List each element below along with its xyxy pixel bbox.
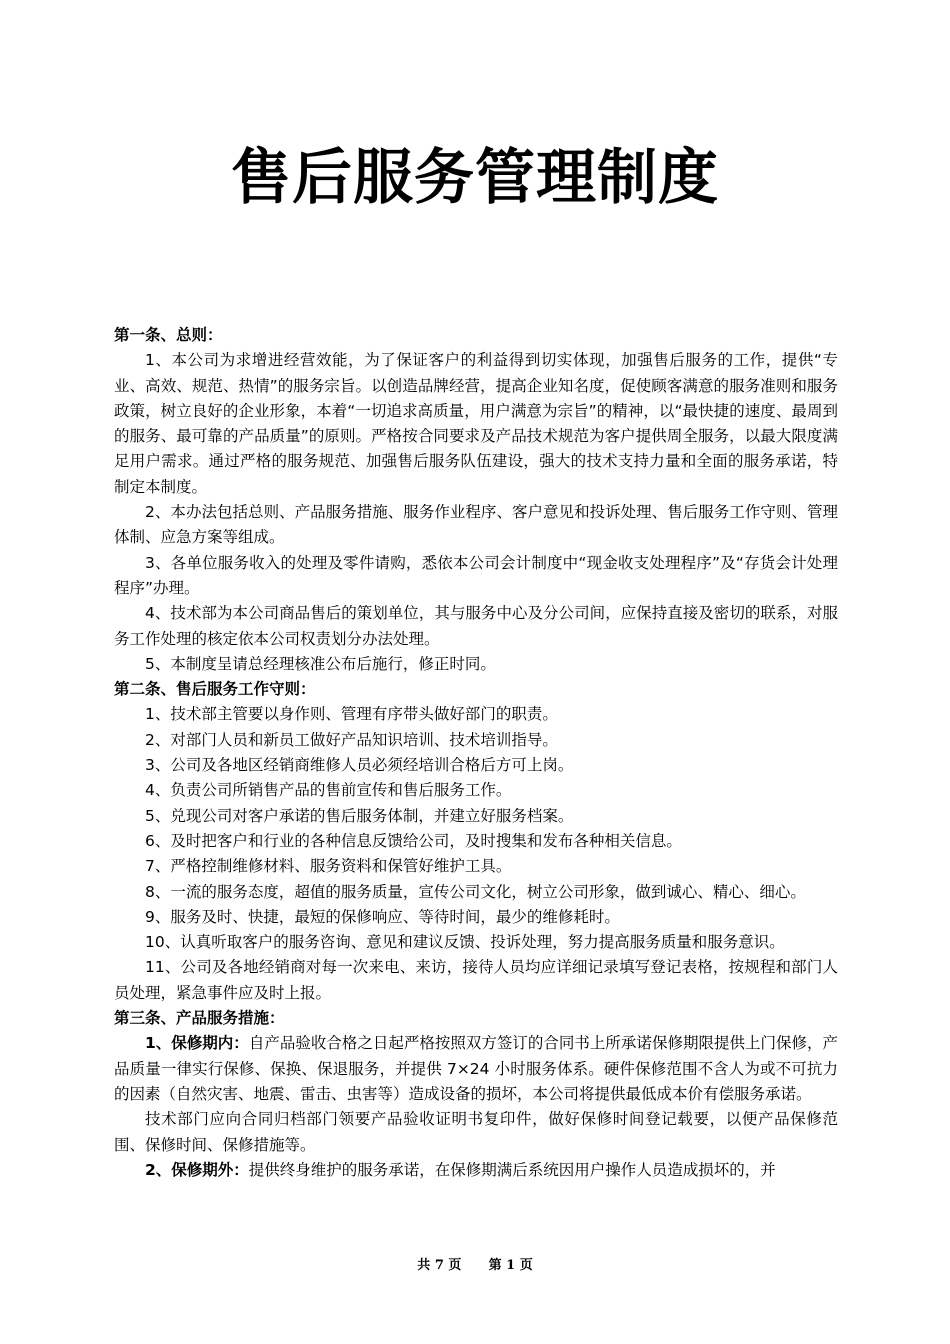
paragraph: 5、兑现公司对客户承诺的售后服务体制，并建立好服务档案。 xyxy=(145,806,574,825)
paragraph: 9、服务及时、快捷，最短的保修响应、等待时间，最少的维修耗时。 xyxy=(145,907,620,926)
footer-total-prefix: 共 xyxy=(417,1258,431,1273)
paragraph: 1、技术部主管要以身作则、管理有序带头做好部门的职责。 xyxy=(145,705,558,724)
paragraph: 6、及时把客户和行业的各种信息反馈给公司，及时搜集和发布各种相关信息。 xyxy=(145,831,682,850)
paragraph: 5、本制度呈请总经理核准公布后施行，修正时同。 xyxy=(145,654,496,673)
paragraph: 4、负责公司所销售产品的售前宣传和售后服务工作。 xyxy=(145,781,512,800)
document-title: 售后服务管理制度 xyxy=(231,143,719,213)
paragraph xyxy=(114,1031,838,1107)
paragraph xyxy=(114,1107,838,1158)
paragraph-text: 提供终身维护的服务承诺，在保修期满后系统因用户操作人员造成损坏的，并 xyxy=(248,1160,776,1179)
paragraph: 7、严格控制维修材料、服务资料和保管好维护工具。 xyxy=(145,857,512,876)
paragraph: 4、技术部为本公司商品售后的策划单位，其与服务中心及分公司间，应保持直接及密切的联系，对服务工作处理的核定依本公司权责划分办法处理。 xyxy=(114,604,838,648)
footer-total-pages: 7 xyxy=(434,1258,444,1273)
paragraph: 3、各单位服务收入的处理及零件请购，悉依本公司会计制度中“现金收支处理程序”及“存货会计处理程序”办理。 xyxy=(114,553,838,597)
paragraph: 3、公司及各地区经销商维修人员必须经培训合格后方可上岗。 xyxy=(145,756,574,775)
paragraph: 2、本办法包括总则、产品服务措施、服务作业程序、客户意见和投诉处理、售后服务工作守则、管理体制、应急方案等组成。 xyxy=(114,503,838,547)
paragraph: 11、公司及各地经销商对每一次来电、来访，接待人员均应详细记录填写登记表格，按规程和部门人员处理，紧急事件应及时上报。 xyxy=(114,958,838,1002)
paragraph-term: 1、保修期内： xyxy=(145,1034,249,1053)
paragraph: 2、对部门人员和新员工做好产品知识培训、技术培训指导。 xyxy=(145,730,558,749)
paragraph: 1、本公司为求增进经营效能，为了保证客户的利益得到切实体现，加强售后服务的工作，提供“专业、高效、规范、热情”的服务宗旨。以创造品牌经营，提高企业知名度，促使顾客满意的服务准则和服务政策，树立良好的企业形象，本着“一切追求高质量，用户满意为宗旨”的精神，以“最快捷的速度、最周到的服务、最可靠的产品质量”的原则。严格按合同要求及产品技术规范为客户提供周全服务，以最大限度满足用户需求。通过严格的服务规范、加强售后服务队伍建设，强大的技术支持力量和全面的服务承诺，特制定本制度。 xyxy=(114,351,838,496)
section-heading: 第三条、产品服务措施： xyxy=(114,1009,285,1028)
paragraph-text: 自产品验收合格之日起严格按照双方签订的合同书上所承诺保修期限提供上门保修，产品质量一律实行保修、保换、保退服务，并提供 7×24 小时服务体系。硬件保修范围不含人为或不可抗力的因素（自然灾害、地震、雷击、虫害等）造成设备的损坏，本公司将提供最低成本价有偿服务承诺。 xyxy=(114,1034,838,1103)
paragraph: 10、认真听取客户的服务咨询、意见和建议反馈、投诉处理，努力提高服务质量和服务意识。 xyxy=(145,933,785,952)
paragraph-term: 2、保修期外： xyxy=(145,1160,249,1179)
footer-current-suffix: 页 xyxy=(519,1258,533,1273)
section-heading: 第二条、售后服务工作守则： xyxy=(114,680,316,699)
footer-total-suffix: 页 xyxy=(448,1258,462,1273)
section-heading: 第一条、总则： xyxy=(114,326,223,344)
paragraph: 8、一流的服务态度，超值的服务质量，宣传公司文化，树立公司形象，做到诚心、精心、细心。 xyxy=(145,882,806,901)
document-body xyxy=(114,323,838,1183)
page-footer xyxy=(0,1256,950,1276)
footer-current-page: 1 xyxy=(506,1258,516,1273)
paragraph-text: 技术部门应向合同归档部门领要产品验收证明书复印件，做好保修时间登记载要，以便产品保修范围、保修时间、保修措施等。 xyxy=(114,1110,838,1154)
footer-current-prefix: 第 xyxy=(488,1258,502,1273)
paragraph xyxy=(114,1158,838,1183)
